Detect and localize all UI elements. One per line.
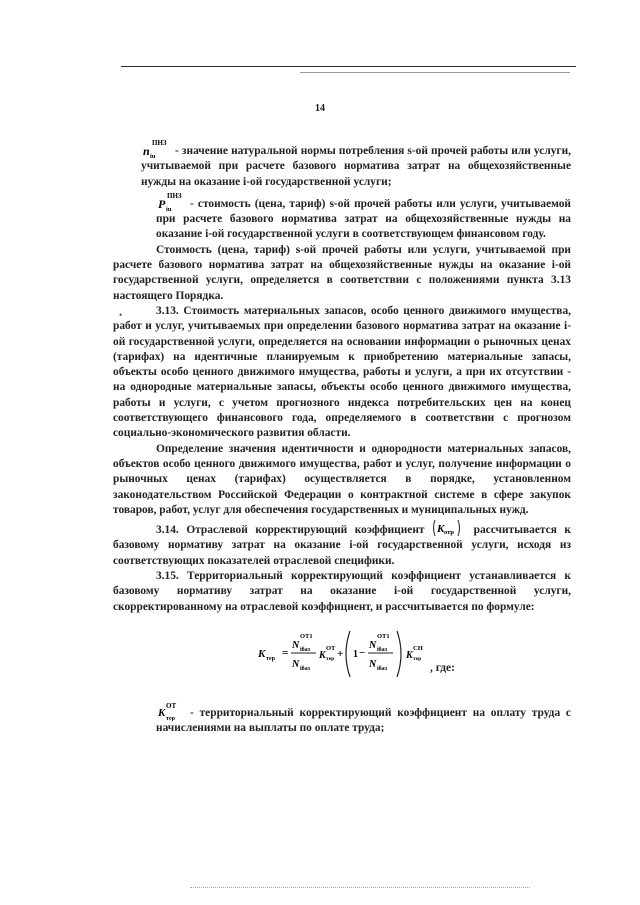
svg-text:ПНЗ: ПНЗ [167, 191, 182, 200]
bottom-scan-line [190, 887, 530, 888]
svg-text:ОТ: ОТ [166, 701, 177, 710]
text-p6b: рассчитывается к базовому нормативу затрат на оказание i-ой государственной услуги, исходя из соответствующих показателей отраслевой специфики. [113, 524, 571, 567]
symbol-k-otr-graphic [432, 518, 462, 538]
svg-text:ОТ: ОТ [326, 644, 336, 652]
top-rule-faint [300, 72, 570, 73]
symbol-k-ot [156, 699, 186, 721]
svg-text:K: K [437, 523, 445, 536]
formula [113, 623, 571, 687]
page-number: 14 [315, 103, 325, 114]
svg-text:P: P [158, 196, 166, 211]
text-p1: - значение натуральной нормы потребления s-ой прочей работы или услуги, учитываемой при расчете базового норматива затрат на общехозяйственные нужды на оказание i-ой государственной услуги; [141, 145, 571, 188]
svg-text:−: − [359, 646, 366, 659]
symbol-p-pz-graphic [156, 190, 186, 212]
svg-text:iбаз: iбаз [300, 665, 311, 672]
paragraph-p5: Определение значения идентичности и однородности материальных запасов, объектов особо ценного движимого имущества, работ и услуг, получение информации о рыночных ценах (тарифах) осуществляется в порядке, установленном законодательством Российской Федерации о контрактной системе в сфере закупок товаров, работ, услуг для обеспечения государственных и муниципальных нужд. [113, 442, 571, 516]
svg-text:1: 1 [353, 648, 358, 660]
svg-text:K: K [158, 706, 166, 719]
top-rule [121, 66, 576, 67]
svg-text:iбаз: iбаз [377, 646, 388, 653]
svg-text:тер: тер [326, 655, 335, 662]
paragraph-3-14 [113, 518, 571, 569]
symbol-p-pz [156, 190, 186, 212]
paragraph-n-pz [113, 137, 571, 190]
text-p8: - территориальный корректирующий коэффициент на оплату труда с начислениями на выплаты по оплате труда; [156, 706, 571, 735]
svg-text:тер: тер [413, 655, 422, 662]
svg-text:ПНЗ: ПНЗ [152, 139, 167, 147]
svg-text:N: N [369, 658, 377, 670]
paragraph-p3: Стоимость (цена, тариф) s-ой прочей работы или услуги, учитываемой при расчете базового норматива затрат на общехозяйственные нужды на оказание i-ой государственной услуги, определяется в соответствии с положениями пункта 3.13 настоящего Порядка. [113, 243, 571, 302]
svg-text:iu: iu [166, 205, 172, 212]
svg-text:отр: отр [444, 529, 455, 537]
formula-graphic [258, 623, 428, 685]
svg-text:ОТ1: ОТ1 [300, 632, 313, 640]
formula-suffix: , где: [430, 661, 455, 674]
svg-text:=: = [282, 646, 289, 659]
svg-text:СН: СН [413, 644, 423, 652]
paragraph-p-pz [113, 190, 571, 243]
text-p6a: 3.14. Отраслевой корректирующий коэффициент [156, 524, 425, 537]
svg-text:K: K [406, 649, 413, 661]
text-p2: - стоимость (цена, тариф) s-ой прочей работы или услуги, учитываемой при расчете базового норматива затрат на общехозяйственные нужды на оказание i-ой государственной услуги в соответствующем финансовом году. [156, 197, 571, 241]
svg-text:тер: тер [266, 655, 275, 662]
svg-text:N: N [292, 658, 300, 670]
svg-text:тер: тер [166, 715, 175, 721]
svg-text:iбаз: iбаз [300, 646, 311, 653]
scan-mark: • [119, 310, 123, 320]
svg-text:ОТ1: ОТ1 [377, 632, 390, 640]
paragraph-3-15: 3.15. Территориальный корректирующий коэффициент устанавливается к базовому нормативу затрат на оказание i-ой государственной услуги, скорректированному на отраслевой коэффициент, и рассчитывается по формуле: [113, 570, 571, 613]
svg-text:K: K [258, 647, 266, 660]
document-body [113, 137, 571, 737]
symbol-k-ot-graphic [156, 699, 186, 721]
symbol-k-otr [432, 518, 462, 538]
svg-text:iбаз: iбаз [377, 665, 388, 672]
symbol-n-pz [141, 137, 171, 159]
symbol-n-pz-graphic [141, 137, 171, 159]
svg-text:+: + [337, 647, 344, 660]
paragraph-k-ot [113, 699, 571, 737]
svg-text:n: n [143, 144, 150, 158]
svg-text:K: K [319, 649, 326, 661]
paragraph-3-13: 3.13. Стоимость материальных запасов, особо ценного движимого имущества, работ и услуг, учитываемых при определении базового норматива затрат на оказание i-ой государственной услуги, определяется на основании информации о рыночных ценах (тарифах) на идентичные планируемым к приобретению материальные запасы, объекты особо ценного движимого имущества, работы и услуги, а при их отсутствии - на однородные материальные запасы, объекты особо ценного движимого имущества, работы и услуги, с учетом прогнозного индекса потребительских цен на конец соответствующего финансового года, определяемого в соответствии с прогнозом социально-экономического развития области. [113, 304, 571, 440]
svg-text:iu: iu [150, 153, 156, 159]
svg-text:N: N [292, 639, 300, 651]
svg-text:N: N [369, 639, 377, 651]
